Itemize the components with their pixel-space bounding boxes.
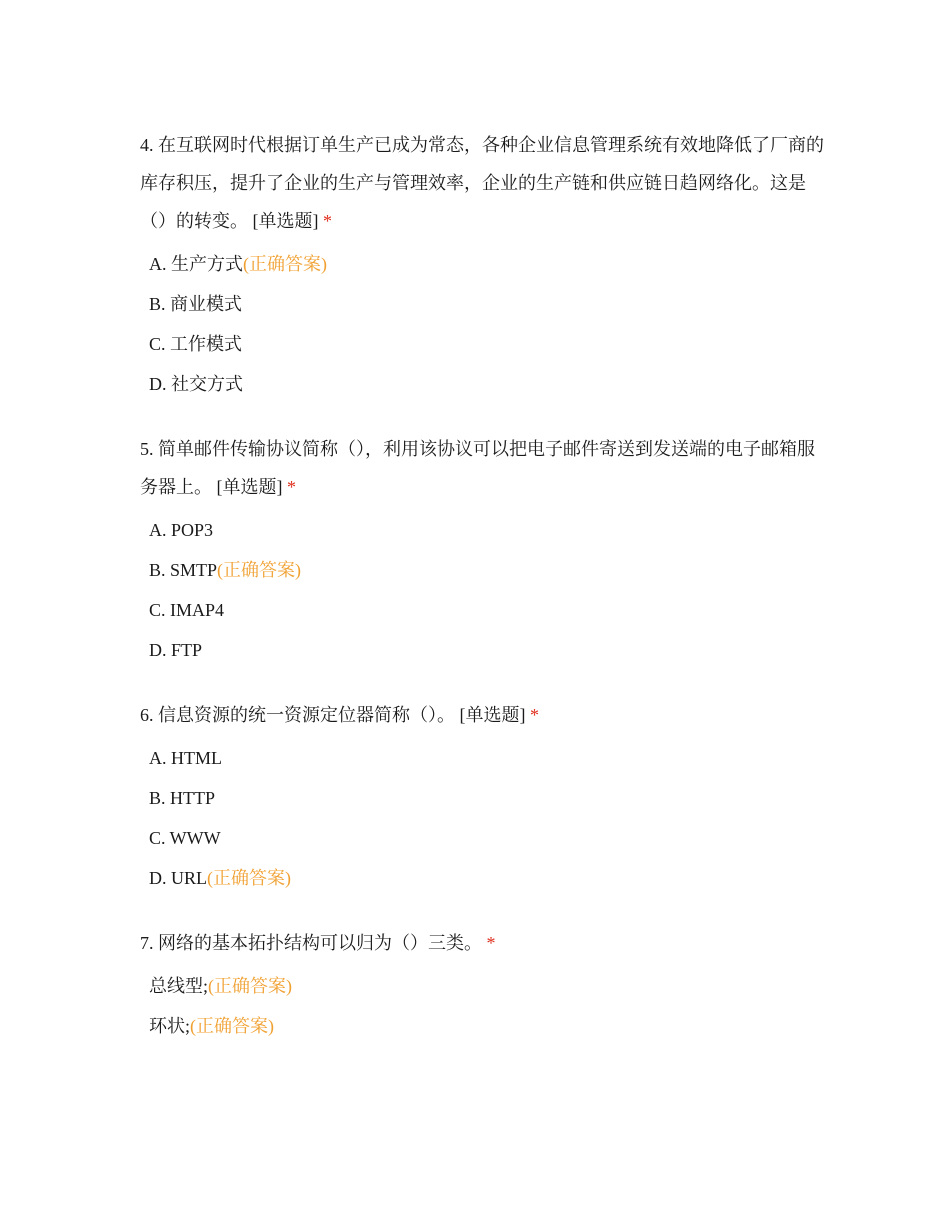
option-b	[149, 778, 830, 818]
option-label: D. URL	[149, 868, 207, 888]
option-list	[140, 966, 830, 1046]
question-5	[140, 430, 830, 670]
option-label: A. POP3	[149, 520, 214, 540]
option-label: 环状;	[149, 1016, 191, 1036]
option-c	[149, 590, 830, 630]
option-b	[149, 550, 830, 590]
question-4	[140, 126, 830, 404]
question-type: [单选题]	[459, 705, 526, 725]
option-c	[149, 818, 830, 858]
option-label: 总线型;	[149, 976, 209, 996]
option-c	[149, 324, 830, 364]
option-label: D. 社交方式	[149, 374, 243, 394]
option-label: C. IMAP4	[149, 600, 225, 620]
correct-answer-tag: (正确答案)	[190, 1016, 275, 1036]
question-text: 信息资源的统一资源定位器简称（）。	[158, 705, 455, 725]
option-a	[149, 510, 830, 550]
option-label: D. FTP	[149, 640, 203, 660]
question-number: 7.	[140, 933, 154, 953]
option-list	[140, 738, 830, 898]
required-mark: *	[323, 211, 332, 231]
required-mark: *	[530, 705, 539, 725]
question-7	[140, 924, 830, 1046]
option-d	[149, 858, 830, 898]
option-b	[149, 284, 830, 324]
option-d	[149, 630, 830, 670]
option-label: C. WWW	[149, 828, 221, 848]
question-text: 网络的基本拓扑结构可以归为（）三类。	[158, 933, 482, 953]
question-text: 简单邮件传输协议简称（），利用该协议可以把电子邮件寄送到发送端的电子邮箱服务器上。	[140, 439, 815, 497]
question-type: [单选题]	[252, 211, 319, 231]
option-label: B. SMTP	[149, 560, 218, 580]
correct-answer-tag: (正确答案)	[208, 976, 293, 996]
option-label: A. HTML	[149, 748, 222, 768]
question-6	[140, 696, 830, 898]
option-list	[140, 510, 830, 670]
question-number: 5.	[140, 439, 154, 459]
option-label: B. HTTP	[149, 788, 216, 808]
correct-answer-tag: (正确答案)	[243, 254, 327, 274]
required-mark: *	[486, 933, 496, 953]
option-2	[149, 1006, 830, 1046]
option-label: A. 生产方式	[149, 254, 243, 274]
correct-answer-tag: (正确答案)	[217, 560, 302, 580]
question-number: 6.	[140, 705, 154, 725]
question-type: [单选题]	[216, 477, 283, 497]
option-d	[149, 364, 830, 404]
correct-answer-tag: (正确答案)	[207, 868, 291, 888]
option-list	[140, 244, 830, 404]
question-text: 在互联网时代根据订单生产已成为常态，各种企业信息管理系统有效地降低了厂商的库存积压，提升了企业的生产与管理效率，企业的生产链和供应链日趋网络化。这是（）的转变。	[140, 135, 824, 231]
question-number: 4.	[140, 135, 154, 155]
question-title	[140, 430, 830, 506]
question-title	[140, 924, 830, 962]
survey-answer-page	[140, 126, 830, 1046]
option-a	[149, 738, 830, 778]
option-label: B. 商业模式	[149, 294, 243, 314]
option-label: C. 工作模式	[149, 334, 243, 354]
option-a	[149, 244, 830, 284]
option-1	[149, 966, 830, 1006]
required-mark: *	[287, 477, 296, 497]
question-title	[140, 126, 830, 240]
question-title	[140, 696, 830, 734]
